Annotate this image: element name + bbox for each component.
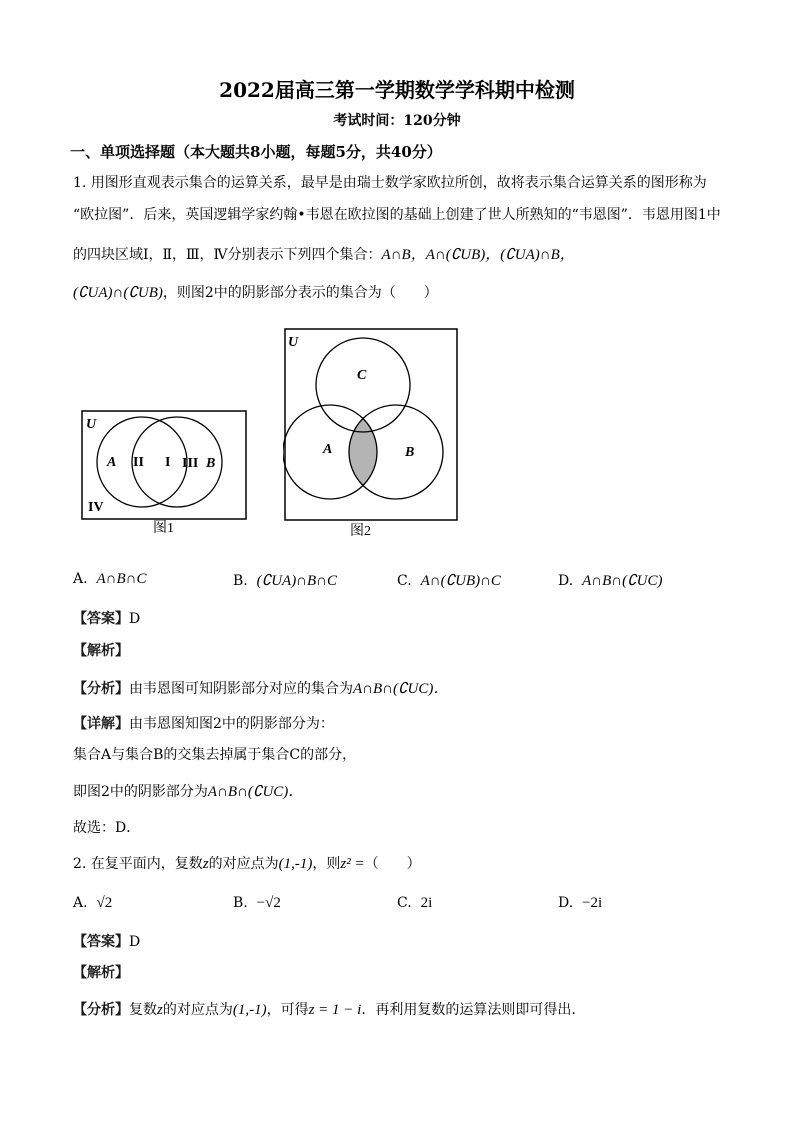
- q1-line4-math: (∁UA)∩(∁UB): [73, 285, 163, 301]
- q2-option-d: [558, 895, 602, 912]
- q1-option-d-text: A∩B∩(∁UC): [582, 573, 663, 589]
- q1-detail: [73, 713, 334, 733]
- fig2-caption: 图2: [350, 524, 371, 539]
- q2-fenxi-eq: z = 1 − i: [308, 1002, 362, 1018]
- fig1-label-i: I: [165, 455, 171, 470]
- fig1-label-a: A: [107, 455, 117, 470]
- q1-option-a-text: A∩B∩C: [96, 571, 147, 587]
- q1-option-b: [233, 571, 337, 590]
- q1-option-c-text: A∩(∁UB)∩C: [420, 573, 501, 589]
- q1-option-a: [73, 571, 146, 588]
- q1-line1: 1. 用图形直观表示集合的运算关系，最早是由瑞士数学家欧拉所创，故将表示集合运算关系的图形称为: [73, 175, 707, 191]
- fig1-label-b: B: [206, 456, 216, 471]
- q2-option-d-label: D.: [558, 895, 574, 911]
- q2-fenxi-a: 复数: [129, 1002, 157, 1018]
- q1-line2: “欧拉图”．后来，英国逻辑学家约翰•韦恩在欧拉图的基础上创建了世人所熟知的“韦恩图”．韦恩用图1中: [73, 207, 721, 223]
- fig1-label-iv: IV: [88, 500, 104, 515]
- q2-stem-point: (1,-1): [278, 856, 313, 872]
- q2-analysis-tag: 【解析】: [73, 965, 129, 981]
- q1-option-c: [397, 571, 501, 590]
- q1-answer: [73, 608, 140, 628]
- page-title: 2022届高三第一学期数学学科期中检测: [219, 78, 575, 102]
- q2-fenxi-b: 的对应点为: [162, 1002, 233, 1018]
- venn-figure-1: [80, 405, 250, 540]
- q2-option-c-text: 2i: [420, 895, 433, 911]
- q2-fenxi-c: ，可得: [266, 1002, 309, 1018]
- q2-answer-tag: 【答案】: [73, 934, 129, 950]
- q2-option-a-text: √2: [96, 895, 113, 911]
- q2-stem-a: 2. 在复平面内，复数: [73, 856, 203, 872]
- q2-answer-value: D: [129, 934, 141, 950]
- q2-option-d-text: −2i: [582, 895, 603, 911]
- q1-conclusion: 故选：D．: [73, 820, 141, 836]
- q1-fenxi: [73, 677, 448, 698]
- fig2-label-a: A: [323, 442, 333, 457]
- q1-line3-text: 的四块区域Ⅰ，Ⅱ，Ⅲ，Ⅳ分别表示下列四个集合：: [73, 247, 382, 263]
- q1-option-b-label: B.: [233, 573, 248, 589]
- fig1-label-ii: II: [133, 455, 144, 470]
- q2-option-a: [73, 895, 112, 912]
- q2-stem-d: （ ）: [364, 856, 421, 872]
- q1-fenxi-text: 由韦恩图可知阴影部分对应的集合为: [129, 681, 353, 697]
- q2-fenxi-tag: 【分析】: [73, 1002, 129, 1018]
- q1-fenxi-tag: 【分析】: [73, 681, 129, 697]
- q1-line4: [73, 282, 438, 302]
- q2-stem-z: z: [202, 856, 209, 872]
- q2-stem-expr: z² =: [340, 856, 365, 872]
- exam-time: 考试时间：120分钟: [333, 113, 461, 129]
- q2-option-b-text: −√2: [256, 895, 281, 911]
- q2-option-b: [233, 895, 281, 912]
- q1-option-d-label: D.: [558, 573, 574, 589]
- q2-stem: [73, 853, 421, 873]
- q1-detail-line3-math: A∩B∩(∁UC)．: [207, 784, 304, 800]
- fig2-label-u: U: [288, 335, 299, 350]
- q1-option-d: [558, 571, 662, 590]
- q1-line3-math: A∩B，A∩(∁UB)，(∁UA)∩B，: [381, 247, 575, 263]
- q1-line3: [73, 243, 575, 264]
- fig1-label-u: U: [86, 417, 97, 432]
- q2-option-a-label: A.: [73, 895, 88, 911]
- q1-option-b-text: (∁UA)∩B∩C: [256, 573, 338, 589]
- q1-fenxi-math: A∩B∩(∁UC)．: [353, 681, 449, 697]
- q2-stem-b: 的对应点为: [208, 856, 279, 872]
- q1-detail-text: 由韦恩图知图2中的阴影部分为：: [129, 716, 334, 732]
- fig2-label-b: B: [405, 445, 415, 460]
- fig2-label-c: C: [357, 368, 367, 383]
- q2-option-c-label: C.: [397, 895, 412, 911]
- q1-analysis-tag: 【解析】: [73, 643, 129, 659]
- q1-line4-text: ，则图2中的阴影部分表示的集合为（ ）: [162, 285, 438, 301]
- q2-option-b-label: B.: [233, 895, 248, 911]
- q2-fenxi-point: (1,-1): [232, 1002, 267, 1018]
- q1-option-c-label: C.: [397, 573, 412, 589]
- fig1-caption: 图1: [153, 521, 174, 536]
- q2-answer: [73, 931, 140, 951]
- q1-answer-value: D: [129, 611, 141, 627]
- section-heading: 一、单项选择题（本大题共8小题，每题5分，共40分）: [70, 143, 442, 161]
- q1-answer-tag: 【答案】: [73, 611, 129, 627]
- fig2-circle-c: [316, 338, 410, 432]
- q1-detail-tag: 【详解】: [73, 716, 129, 732]
- fig1-label-iii: III: [182, 456, 199, 471]
- q2-option-c: [397, 895, 432, 912]
- q1-option-a-label: A.: [73, 571, 88, 587]
- q1-detail-line3: [73, 780, 303, 801]
- venn-figure-2: [283, 326, 463, 542]
- q1-detail-line2: 集合A与集合B的交集去掉属于集合C的部分，: [73, 747, 357, 763]
- q2-stem-c: ，则: [312, 856, 341, 872]
- q1-detail-line3-text: 即图2中的阴影部分为: [73, 784, 208, 800]
- q2-fenxi: [73, 999, 585, 1019]
- q2-fenxi-z: z: [157, 1002, 163, 1018]
- q2-fenxi-d: ．再利用复数的运算法则即可得出．: [361, 1002, 586, 1018]
